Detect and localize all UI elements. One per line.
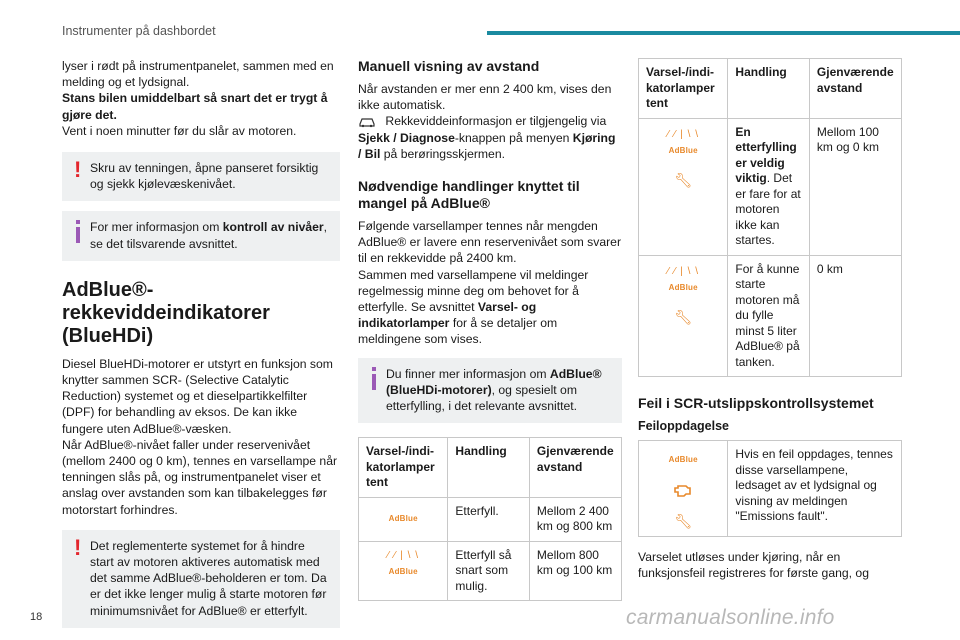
table-row: ⁄ ⁄ | \ \ AdBlue 🔧︎ En etterfylling er veldig viktig. Det er fare for at motoren ikke kan startes. Mellom 100 km og 0 km [639, 118, 902, 255]
subheading: Feiloppdagelse [638, 419, 729, 433]
info-icon [370, 365, 378, 391]
subheading: Manuell visning av avstand [358, 58, 540, 74]
paragraph: Sammen med varsellampene vil meldinger regelmessig minne deg om behovet for å etterfylle. Se avsnittet Varsel- og indikatorlamper for å se detaljer om meldingene som vises. [358, 267, 589, 347]
subheading: Feil i SCR-utslippskontrollsystemet [638, 395, 874, 411]
info-icon [74, 218, 82, 244]
adblue-range-table-continued [638, 58, 902, 377]
table-row: AdBlue 🔧︎ Hvis en feil oppdages, tennes disse varsellampene, ledsaget av et lydsignal og visning av meldingen "Emissions fault". [639, 441, 902, 537]
paragraph: Diesel BlueHDi-motorer er utstyrt en funksjon som knytter sammen SCR- (Selective Catalytic Reduction) systemet og et dieselpartikkelfilter (DPF) for behandling av eksos. De kan ikke fungere uten AdBlue®-væsken. [62, 356, 333, 436]
paragraph: Når AdBlue®-nivået faller under reservenivået (mellom 2400 og 0 km), tennes en varsellampe når tenningen slås på, og instrumentpanelet viser et anslag over avstanden som kan tilbakelegges før motorstart forhindres. [62, 437, 338, 517]
adblue-lamp-icon: AdBlue [668, 283, 698, 292]
paragraph: Følgende varsellamper tennes når mengden AdBlue® er lavere enn reservenivået som svarer til en rekkevidde på 2400 km. [358, 219, 622, 266]
service-wrench-icon: 🔧︎ [674, 513, 693, 530]
warning-icon: ! [74, 534, 82, 560]
car-diagnostic-icon [358, 116, 376, 128]
table-row: ⁄ ⁄ | \ \ AdBlue 🔧︎ For å kunne starte motoren må du fylle minst 5 liter AdBlue® på tanken. 0 km [639, 255, 902, 377]
paragraph: Varselet utløses under kjøring, når en funksjonsfeil registreres for første gang, og [638, 549, 869, 580]
flashing-rays-icon: ⁄ ⁄ | \ \ [667, 128, 699, 140]
service-wrench-icon: 🔧︎ [674, 171, 693, 188]
warning-box: ! Skru av tenningen, åpne panseret forsiktig og sjekk kjølevæskenivået. [62, 152, 340, 201]
watermark: carmanualsonline.info [626, 606, 835, 629]
warning-box: ! Det reglementerte systemet for å hindre start av motoren aktiveres automatisk med det samme AdBlue®-beholderen er tom. Da er det ikke lenger mulig å starte motoren før minimumsnivået for AdBlue® er etterfylt. [62, 530, 340, 628]
adblue-lamp-icon: AdBlue [668, 146, 698, 155]
paragraph: Når avstanden er mer enn 2 400 km, vises den ikke automatisk. [358, 82, 612, 113]
paragraph: lyser i rødt på instrumentpanelet, sammen med en melding og et lydsignal. Stans bilen umiddelbart så snart det er trygt å gjøre det. Vent i noen minutter før du slår av motoren. [62, 59, 334, 138]
column-3 [638, 58, 902, 581]
section-title: Instrumenter på dashbordet [62, 24, 216, 38]
paragraph: Rekkeviddeinformasjon er tilgjengelig via Sjekk / Diagnose-knappen på menyen Kjøring / Bil på berøringsskjermen. [358, 114, 616, 161]
service-wrench-icon: 🔧︎ [674, 308, 693, 325]
adblue-lamp-icon: AdBlue [668, 455, 698, 465]
adblue-lamp-icon: AdBlue [388, 513, 418, 523]
table-header-row: Varsel-/indi-katorlamper tent Handling Gjenværende avstand [359, 438, 622, 498]
table-header-row: Varsel-/indi-katorlamper tent Handling Gjenværende avstand [639, 59, 902, 119]
column-1 [62, 58, 340, 638]
flashing-rays-icon: ⁄ ⁄ | \ \ [387, 549, 419, 561]
warning-icon: ! [74, 157, 82, 183]
section-heading: AdBlue®-rekkeviddeindikatorer (BlueHDi) [62, 278, 270, 347]
page-number: 18 [30, 611, 43, 623]
info-box: Du finner mer informasjon om AdBlue® (BlueHDi-motorer), og spesielt om etterfylling, i det relevante avsnittet. [358, 358, 622, 424]
header-accent-bar [487, 31, 960, 35]
scr-fault-table [638, 440, 902, 537]
table-row: ⁄ ⁄ | \ \ AdBlue Etterfyll så snart som mulig. Mellom 800 km og 100 km [359, 541, 622, 601]
info-box: For mer informasjon om kontroll av nivåer, se det tilsvarende avsnittet. [62, 211, 340, 260]
subheading: Nødvendige handlinger knyttet til mangel på AdBlue® [358, 178, 580, 212]
column-2 [358, 58, 622, 601]
adblue-range-table [358, 437, 622, 601]
flashing-rays-icon: ⁄ ⁄ | \ \ [667, 265, 699, 277]
table-row: AdBlue Etterfyll. Mellom 2 400 km og 800 km [359, 497, 622, 541]
adblue-lamp-icon: AdBlue [388, 567, 418, 577]
engine-check-icon [646, 482, 720, 503]
